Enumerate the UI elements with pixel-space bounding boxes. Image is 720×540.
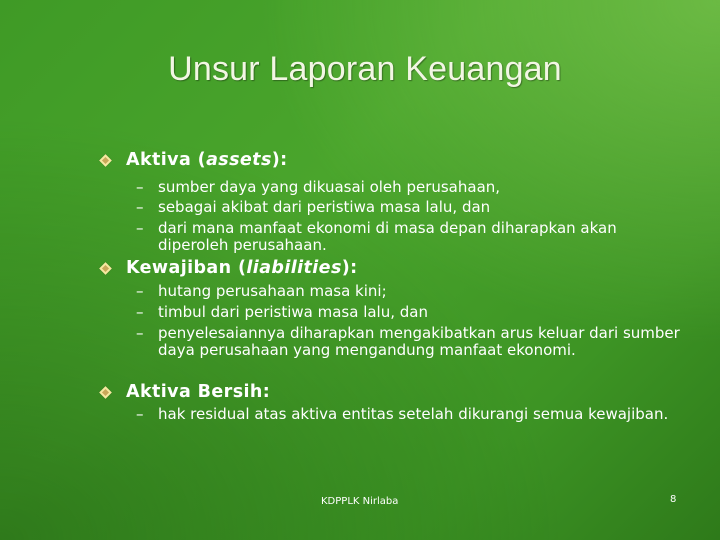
dash-marker: – xyxy=(136,219,144,237)
heading-prefix: Aktiva Bersih: xyxy=(126,382,271,402)
list-item-text: hutang perusahaan masa kini; xyxy=(158,282,387,300)
section-heading-kewajiban xyxy=(126,258,358,278)
dash-marker: – xyxy=(136,324,144,342)
page-number: 8 xyxy=(670,494,677,505)
dash-marker: – xyxy=(136,405,144,423)
list-item xyxy=(136,325,696,359)
list-item xyxy=(136,304,696,321)
list-item-text: penyelesaiannya diharapkan mengakibatkan arus keluar dari sumber daya perusahaan yang mengandung manfaat ekonomi. xyxy=(158,324,680,359)
slide-title: Unsur Laporan Keuangan xyxy=(168,50,562,88)
list-item xyxy=(136,406,686,423)
heading-term: assets xyxy=(206,150,272,170)
heading-term: liabilities xyxy=(246,258,342,278)
dash-marker: – xyxy=(136,198,144,216)
list-item-text: hak residual atas aktiva entitas setelah dikurangi semua kewajiban. xyxy=(158,405,669,423)
slide-footer: KDPPLK Nirlaba xyxy=(321,496,399,507)
heading-prefix: Aktiva ( xyxy=(126,150,207,170)
list-item-text: sumber daya yang dikuasai oleh perusahaan, xyxy=(158,178,501,196)
heading-suffix: ): xyxy=(341,258,358,278)
dash-marker: – xyxy=(136,282,144,300)
heading-prefix: Kewajiban ( xyxy=(126,258,247,278)
list-item-text: dari mana manfaat ekonomi di masa depan diharapkan akan diperoleh perusahaan. xyxy=(158,219,617,254)
heading-suffix: ): xyxy=(271,150,288,170)
list-item xyxy=(136,220,676,254)
list-item-text: sebagai akibat dari peristiwa masa lalu, dan xyxy=(158,198,491,216)
list-item-text: timbul dari peristiwa masa lalu, dan xyxy=(158,303,428,321)
list-item xyxy=(136,199,696,216)
list-item xyxy=(136,283,696,300)
dash-marker: – xyxy=(136,303,144,321)
diamond-bullet-icon xyxy=(99,386,112,399)
dash-marker: – xyxy=(136,178,144,196)
diamond-bullet-icon xyxy=(99,154,112,167)
diamond-bullet-icon xyxy=(99,262,112,275)
section-heading-aktiva xyxy=(126,150,288,170)
list-item xyxy=(136,179,696,196)
section-heading-aktiva-bersih xyxy=(126,382,270,402)
